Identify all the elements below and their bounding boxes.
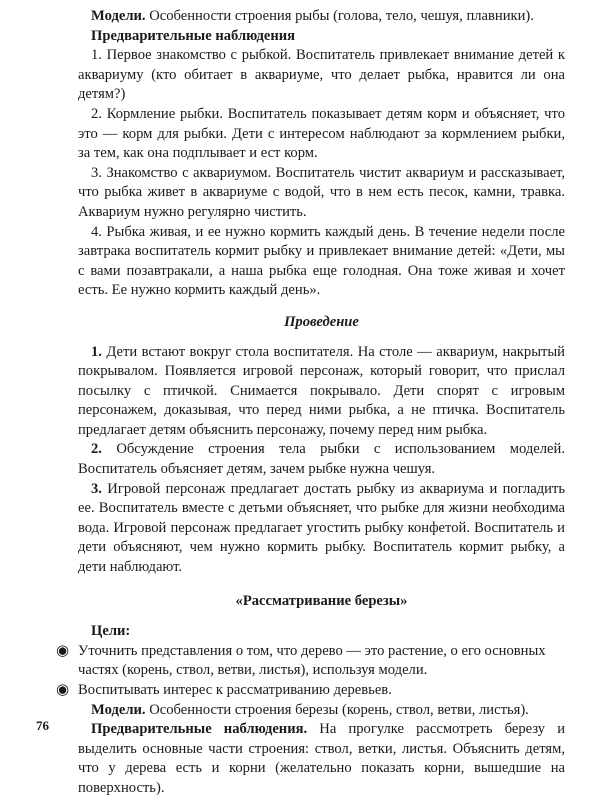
bullet-icon: ◉ — [56, 642, 70, 659]
conduct-step-1: 1. Дети встают вокруг стола воспитателя. На столе — аквариум, накрытый покрывалом. Появляется игровой персонаж, который говорит, что прислал посылку с птичкой. Снимается покрывало. Дети спорят с игровым персонажем, доказывая, что перед ними рыбка, а не птичка. Воспитатель предлагает детям объяснить персонажу, почему перед ним рыбка. — [78, 343, 565, 438]
goals-heading: Цели: — [91, 623, 131, 640]
conduct-step-3: 3. Игровой персонаж предлагает достать рыбку из аквариума и погладить ее. Воспитатель вместе с детьми объясняет, что рыбке для жизни необходима вода. Игровой персонаж предлагает угостить рыбку конфетой. Воспитатель и дети объясняют, чем нужно кормить рыбку. Воспитатель кормит рыбку, а дети наблюдают. — [78, 480, 565, 576]
prelim-item-3: 3. Знакомство с аквариумом. Воспитатель чистит аквариум и рассказывает, что рыбка живет в аквариуме с водой, что в нем есть песок, камни, травка. Аквариум нужно регулярно чистить. — [78, 164, 565, 220]
goal-item — [56, 642, 565, 681]
step-number: 1. — [91, 343, 102, 360]
birch-models-line: Модели. Особенности строения березы (корень, ствол, ветви, листья). — [91, 701, 529, 718]
prelim-heading: Предварительные наблюдения — [91, 27, 296, 44]
prelim-item-2: 2. Кормление рыбки. Воспитатель показывает детям корм и объясняет, что это — корм для рыбки. Дети с интересом наблюдают за кормлением рыбки, за тем, как она подплывает и ест корм. — [78, 105, 565, 162]
models-line — [78, 7, 565, 27]
conduct-step-2: 2. Обсуждение строения тела рыбки с использованием моделей. Воспитатель объясняет детям, зачем рыбке нужна чешуя. — [78, 441, 565, 478]
prelim-item-1: 1. Первое знакомство с рыбкой. Воспитатель привлекает внимание детей к аквариуму (кто обитает в аквариуме, что делает рыбка, нравится ли она детям?) — [78, 47, 565, 103]
page-content — [56, 7, 566, 799]
birch-title: «Рассматривание березы» — [235, 592, 408, 609]
models-text: Особенности строения рыбы (голова, тело, чешуя, плавники). — [145, 8, 534, 24]
models-label: Модели. — [91, 8, 146, 24]
goal-text: Уточнить представления о том, что дерево — это растение, о его основных частях (корень, ствол, ветви, листья), используя модели. — [78, 642, 546, 679]
bullet-icon: ◉ — [56, 682, 70, 698]
models-label: Модели. — [91, 701, 146, 718]
goal-text: Воспитывать интерес к рассматриванию деревьев. — [78, 682, 392, 698]
prelim-item-4: 4. Рыбка живая, и ее нужно кормить каждый день. В течение недели после завтрака воспитатель кормит рыбку и привлекает внимание детей: «Дети, мы с вами позавтракали, а наша рыбка еще голодная. Она тоже живая и хочет есть. Ее нужно кормить каждый день». — [78, 223, 565, 299]
goal-item — [56, 681, 565, 701]
step-number: 3. — [91, 480, 102, 497]
prelim-label: Предварительные наблюдения. — [91, 721, 308, 738]
page-number: 76 — [36, 718, 49, 733]
birch-prelim-line: Предварительные наблюдения. На прогулке рассмотреть березу и выделить основные части строения: ствол, ветки, листья. Объяснить детям, что у дерева есть и корни (желательно показать корни, вышедшие на поверхность). — [78, 721, 566, 796]
conduct-title: Проведение — [284, 313, 359, 330]
step-number: 2. — [91, 441, 102, 458]
